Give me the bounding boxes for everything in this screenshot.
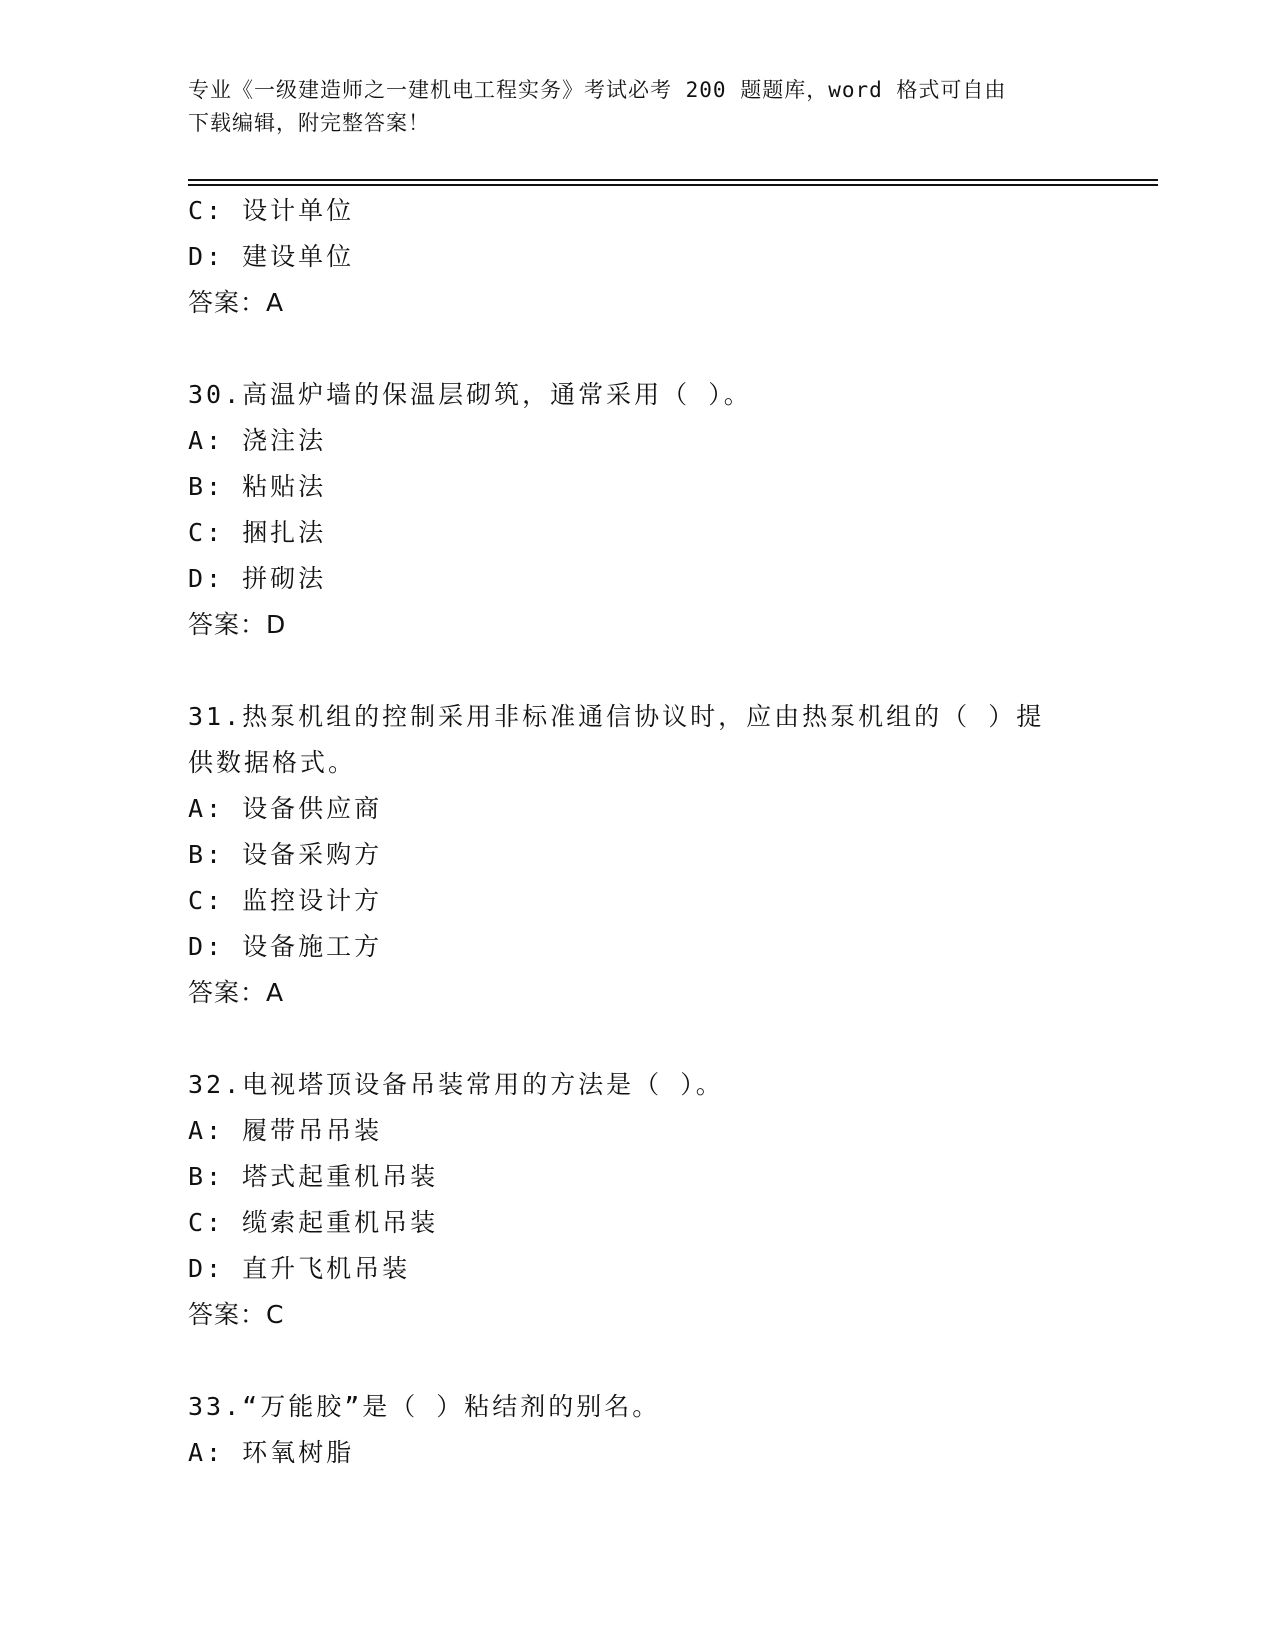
option-c: C: 捆扎法 — [188, 518, 327, 547]
option-d: D: 直升飞机吊装 — [188, 1254, 411, 1283]
option-c: C: 监控设计方 — [188, 886, 383, 915]
header-line-2: 下载编辑，附完整答案！ — [188, 111, 430, 135]
option-d: D: 建设单位 — [188, 242, 355, 271]
option-a: A: 履带吊吊装 — [188, 1116, 383, 1145]
answer-line: 答案：D — [188, 610, 287, 639]
header-divider-bottom — [188, 184, 1158, 186]
question-stem: 30.高温炉墙的保温层砌筑，通常采用（ ）。 — [188, 380, 752, 409]
header-divider-top — [188, 179, 1158, 181]
spacer — [188, 326, 1088, 372]
option-d: D: 拼砌法 — [188, 564, 327, 593]
question-block-30 — [188, 372, 1088, 648]
option-c: C: 缆索起重机吊装 — [188, 1208, 439, 1237]
option-b: B: 塔式起重机吊装 — [188, 1162, 439, 1191]
question-list — [188, 188, 1088, 1476]
header-line-1: 专业《一级建造师之一建机电工程实务》考试必考 200 题题库，word 格式可自由 — [188, 78, 1007, 102]
option-b: B: 设备采购方 — [188, 840, 383, 869]
question-stem: 32.电视塔顶设备吊装常用的方法是（ ）。 — [188, 1070, 724, 1099]
document-header — [188, 74, 1088, 140]
answer-line: 答案：A — [188, 288, 285, 317]
spacer — [188, 648, 1088, 694]
option-a: A: 环氧树脂 — [188, 1438, 355, 1467]
question-stem-line-2: 供数据格式。 — [188, 748, 357, 777]
question-stem-line-1: 31.热泵机组的控制采用非标准通信协议时，应由热泵机组的（ ）提 — [188, 702, 1045, 731]
option-a: A: 浇注法 — [188, 426, 327, 455]
answer-line: 答案：A — [188, 978, 285, 1007]
option-b: B: 粘贴法 — [188, 472, 327, 501]
question-block-33 — [188, 1384, 1088, 1476]
question-block-29 — [188, 188, 1088, 326]
question-block-31 — [188, 694, 1088, 1016]
question-stem: 33.“万能胶”是（ ）粘结剂的别名。 — [188, 1392, 661, 1421]
option-d: D: 设备施工方 — [188, 932, 383, 961]
question-block-32 — [188, 1062, 1088, 1338]
option-c: C: 设计单位 — [188, 196, 355, 225]
answer-line: 答案：C — [188, 1300, 285, 1329]
spacer — [188, 1338, 1088, 1384]
option-a: A: 设备供应商 — [188, 794, 383, 823]
spacer — [188, 1016, 1088, 1062]
